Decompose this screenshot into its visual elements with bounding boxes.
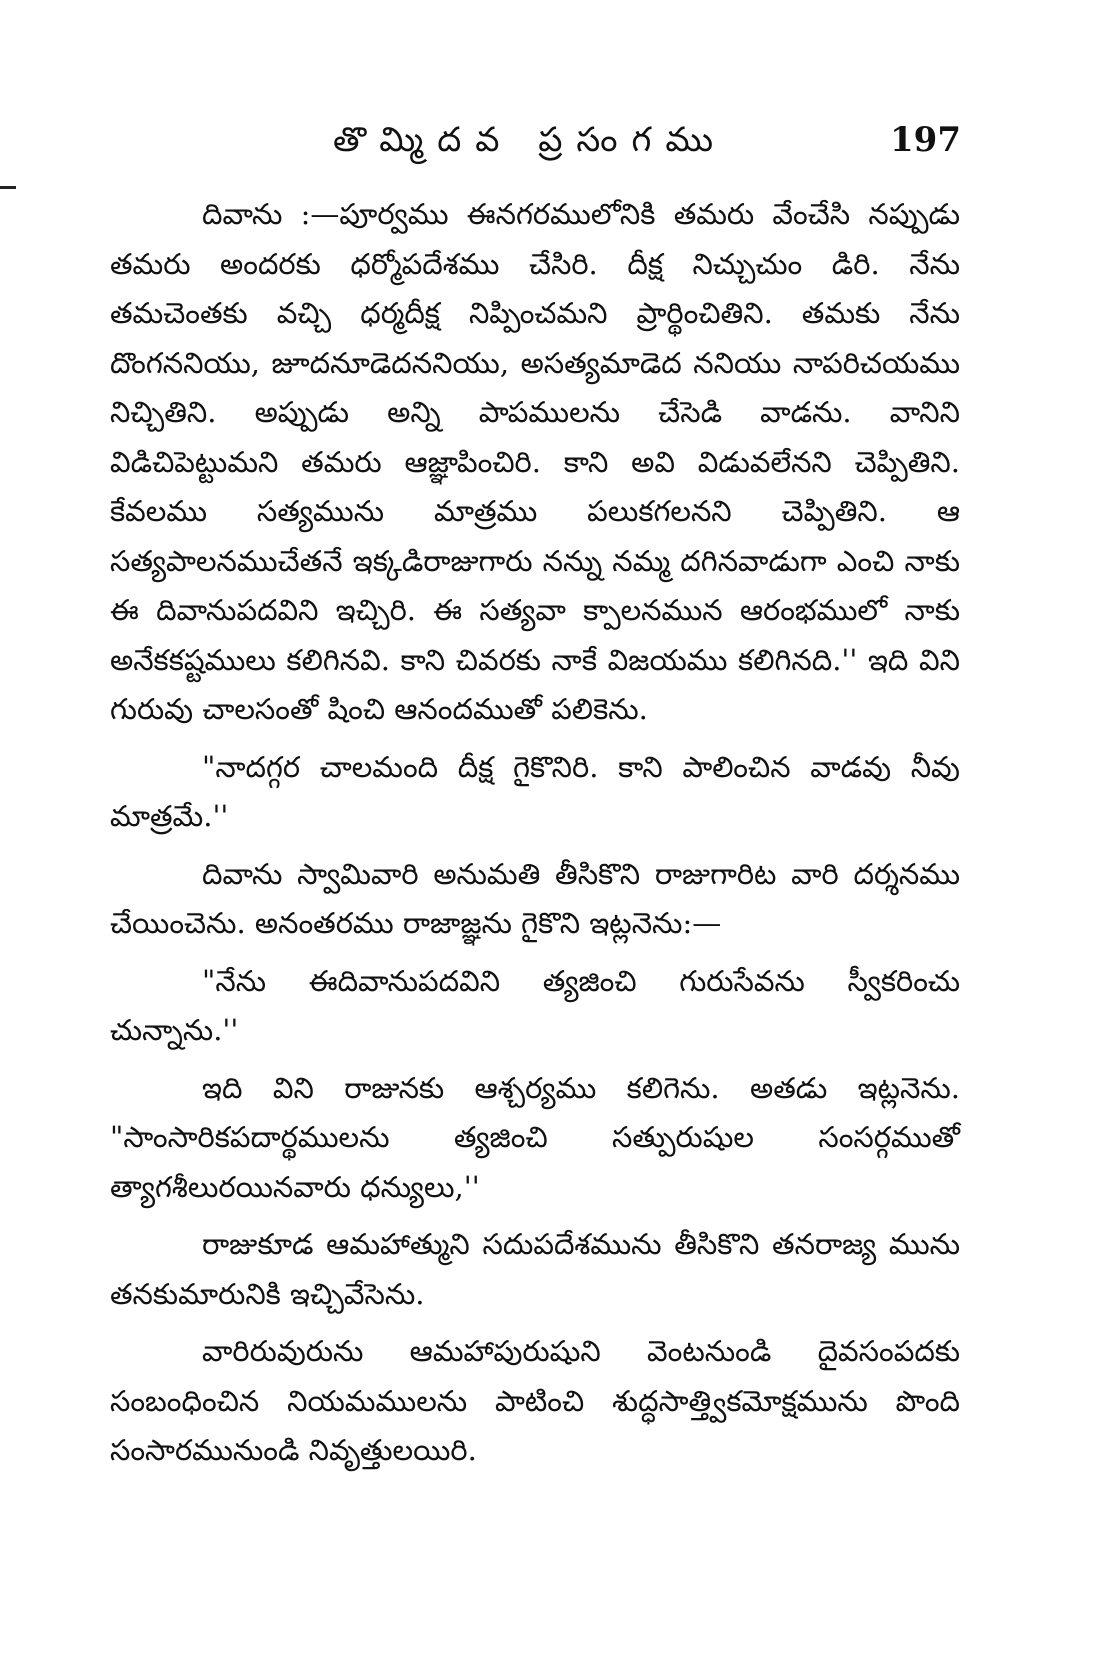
paragraph-conclusion: వారిరువురును ఆమహాపురుషుని వెంటనుండి దైవసంపదకు సంబంధించిన నియమములను పాటించి శుద్ధసాత్త్వికమోక్షమును పొంది సంసారమునుండి నివృత్తులయిరి.	[110, 1334, 960, 1467]
paragraph-king-wonder: ఇది విని రాజునకు ఆశ్చర్యము కలిగెను. అతడు ఇట్లనెను. "సాంసారికపదార్థములను త్యజించి సత్పురుషుల సంసర్గముతో త్యాగశీలురయినవారు ధన్యులు,''	[110, 1070, 960, 1204]
page-number: 197	[890, 120, 961, 160]
paragraph-king-renounce: రాజుకూడ ఆమహాత్ముని సదుపదేశమును తీసికొని తనరాజ్య మును తనకుమారునికి ఇచ్చివేసెను.	[110, 1227, 960, 1311]
margin-mark	[0, 186, 16, 189]
page-header	[0, 120, 1105, 170]
running-title: తొమ్మిదవ ప్రసంగము	[332, 120, 728, 160]
paragraph-resignation: "నేను ఈదివానుపదవిని త్యజించి గురుసేవను స్వీకరించు చున్నాను.''	[110, 963, 960, 1047]
body-text	[110, 190, 960, 1484]
paragraph-guru-reply: "నాదగ్గర చాలమంది దీక్ష గైకొనిరి. కాని పాలించిన వాడవు నీవు మాత్రమే.''	[110, 749, 960, 833]
paragraph-diwan-speech: దివాను :—పూర్వము ఈనగరములోనికి తమరు వేంచేసి నప్పుడు తమరు అందరకు ధర్మోపదేశము చేసిరి. దీక్ష నిచ్చుచుం డిరి. నేను తమచెంతకు వచ్చి ధర్మదీక్ష నిప్పించమని ప్రార్థించితిని. తమకు నేను దొంగననియు, జూదనూడెదననియు, అసత్యమాడెద ననియు నాపరిచయము నిచ్చితిని. అప్పుడు అన్ని పాపములను చేసెడి వాడను. వానిని విడిచిపెట్టుమని తమరు ఆజ్ఞాపించిరి. కాని అవి విడువలేనని చెప్పితిని. కేవలము సత్యమును మాత్రము పలుకగలనని చెప్పితిని. ఆ సత్యపాలనముచేతనే ఇక్కడిరాజుగారు నన్ను నమ్మ దగినవాడుగా ఎంచి నాకు ఈ దివానుపదవిని ఇచ్చిరి. ఈ సత్యవా క్పాలనమున ఆరంభములో నాకు అనేకకష్టములు కలిగినవి. కాని చివరకు నాకే విజయము కలిగినది.'' ఇది విని గురువు చాలసంతో షించి ఆనందముతో పలికెను.	[110, 197, 960, 726]
paragraph-audience: దివాను స్వామివారి అనుమతి తీసికొని రాజుగారిట వారి దర్శనము చేయించెను. అనంతరము రాజాజ్ఞను గైకొని ఇట్లనెను:—	[110, 856, 960, 940]
